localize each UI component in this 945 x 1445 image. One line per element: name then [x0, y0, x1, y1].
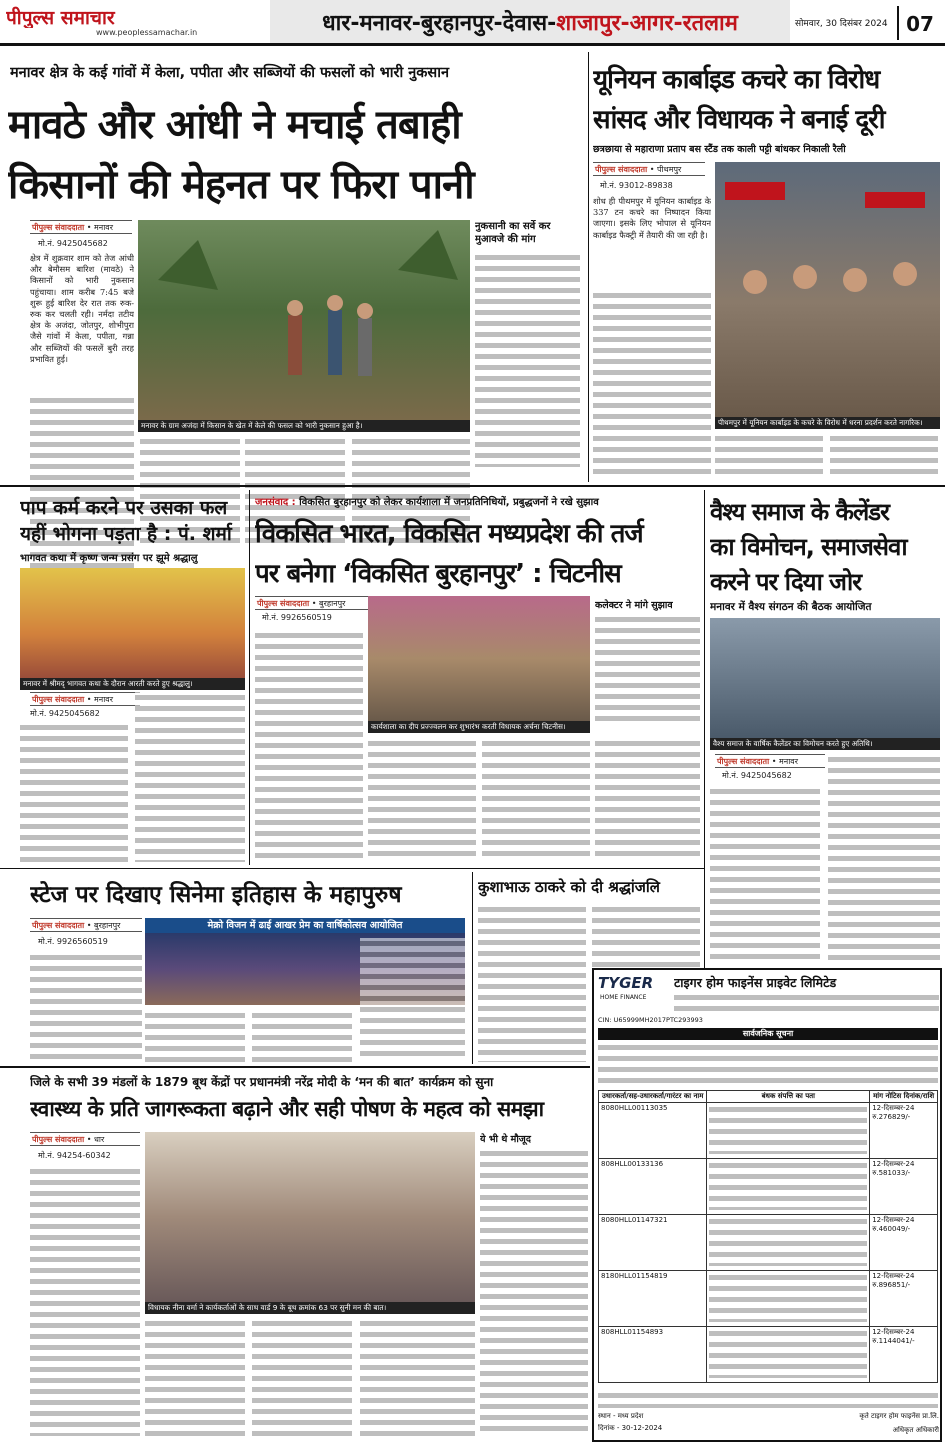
banana-field-illustration — [138, 220, 470, 420]
cinema-body-col4 — [360, 938, 465, 1062]
tyger-footer-text — [598, 1390, 938, 1408]
col-borrower: उधारकर्ता/सह-उधारकर्ता/गारंटर का नाम — [599, 1091, 707, 1103]
viksit-mobile: मो.नं. 9926560519 — [262, 613, 332, 622]
paap-photo — [20, 568, 245, 678]
vaishya-photo-caption: वैश्य समाज के वार्षिक कैलेंडर का विमोचन करते हुए अतिथि। — [710, 738, 940, 750]
uc-photo-caption: पीथमपुर में यूनियन कार्बाइड के कचरे के विरोध में धरना प्रदर्शन करते नागरिक। — [715, 417, 940, 429]
tyger-table-wrap — [598, 1090, 938, 1390]
vaishya-mobile: मो.नं. 9425045682 — [722, 771, 792, 780]
paap-photo-caption: मनावर में श्रीमद् भागवत कथा के दौरान आरती करते हुए श्रद्धालु। — [20, 678, 245, 690]
property-address — [707, 1159, 870, 1215]
viksit-body-col3 — [482, 738, 590, 862]
vaishya-subhead: मनावर में वैश्य संगठन की बैठक आयोजित — [710, 601, 872, 613]
paap-subhead: भागवत कथा में कृष्ण जन्म प्रसंग पर झूमे श्रद्धालु — [20, 553, 198, 564]
tyger-logo-sub: HOME FINANCE — [600, 994, 647, 1001]
lead-headline-2: किसानों की मेहनत पर फिरा पानी — [8, 162, 474, 208]
loan-no: 8180HLL01154819 — [599, 1271, 707, 1327]
tyger-address — [674, 992, 939, 1014]
uc-body: शोध ही पीथमपुर में यूनियन कार्बाइड के 337 टन कचरे का निष्पादन किया जाएगा। इसके लिए भोपाल से यूनियन कार्बाइड फैक्ट्री में तैयारी की जा रही है। — [593, 196, 711, 240]
property-address — [707, 1327, 870, 1383]
tyger-company: टाइगर होम फाइनेंस प्राइवेट लिमिटेड — [674, 975, 837, 990]
viksit-photo — [368, 596, 590, 721]
lead-sidebar-body — [475, 252, 580, 467]
cinema-body-col1 — [30, 952, 142, 1062]
uc-body-col3 — [830, 433, 938, 479]
demand-date: 12-दिसम्बर-24 रु.581033/- — [870, 1159, 938, 1215]
vaishya-headline-2: का विमोचन, समाजसेवा — [710, 533, 907, 561]
uc-byline: पीपुल्स संवाददाता • पीथमपुर — [593, 162, 705, 176]
paap-body-col1 — [20, 722, 128, 862]
edition-cities: धार-मनावर-बुरहानपुर-देवास- — [322, 11, 557, 36]
mkb-photo — [145, 1132, 475, 1302]
viksit-kicker: जनसंवाद : विकसित बुरहानपुर को लेकर कार्यशाला में जनप्रतिनिधियों, प्रबुद्धजनों ने रखे सुझाव — [255, 497, 599, 508]
tyger-place: स्थान - मध्य प्रदेश — [598, 1412, 644, 1420]
page-number: 07 — [897, 6, 941, 40]
viksit-body-col2 — [368, 738, 476, 862]
property-address — [707, 1215, 870, 1271]
loan-no: 808HLL00133136 — [599, 1159, 707, 1215]
mkb-body-col1 — [30, 1166, 140, 1436]
lead-byline: पीपुल्स संवाददाता • मनावर — [30, 220, 132, 234]
uc-subhead: छत्रछाया से महाराणा प्रताप बस स्टैंड तक काली पट्टी बांधकर निकाली रैली — [593, 144, 846, 155]
edition-cities-highlight: शाजापुर-आगर-रतलाम — [556, 11, 738, 36]
loan-no: 808HLL01154893 — [599, 1327, 707, 1383]
vaishya-body-col1 — [710, 786, 820, 962]
property-address — [707, 1103, 870, 1159]
table-row — [599, 1271, 938, 1327]
paap-headline: पाप कर्म करने पर उसका फल यहीं भोगना पड़ता है : पं. शर्मा — [20, 497, 232, 545]
cinema-byline: पीपुल्स संवाददाता • बुरहानपुर — [30, 918, 142, 932]
mkb-headline: स्वास्थ्य के प्रति जागरूकता बढ़ाने और सही पोषण के महत्व को समझा — [30, 1097, 544, 1121]
viksit-body-col1 — [255, 630, 363, 862]
mkb-body-col4 — [360, 1318, 475, 1436]
lead-headline-1: मावठे और आंधी ने मचाई तबाही — [8, 102, 461, 148]
protest-crowd-illustration — [715, 162, 940, 417]
demand-date: 12-दिसम्बर-24 रु.896851/- — [870, 1271, 938, 1327]
viksit-sidebar-title: कलेक्टर ने मांगे सुझाव — [595, 600, 673, 611]
tyger-officer: अधिकृत अधिकारी — [892, 1426, 939, 1434]
website-link[interactable]: www.peoplessamachar.in — [96, 28, 198, 37]
tyger-logo: TYGER — [598, 974, 654, 992]
tyger-cin: CIN: U65999MH2017PTC293993 — [598, 1016, 703, 1024]
viksit-byline: पीपुल्स संवाददाता • बुरहानपुर — [255, 596, 370, 610]
col-address: बंधक संपत्ति का पता — [707, 1091, 870, 1103]
demand-date: 12-दिसम्बर-24 रु.460049/- — [870, 1215, 938, 1271]
lead-photo-caption: मनावर के ग्राम अजंदा में किसान के खेत में केले की फसल को भारी नुकसान हुआ है। — [138, 420, 470, 432]
issue-date: सोमवार, 30 दिसंबर 2024 — [795, 19, 888, 29]
uc-body-cont — [593, 290, 711, 476]
mkb-mobile: मो.नं. 94254-60342 — [38, 1151, 111, 1160]
vaishya-headline-3: करने पर दिया जोर — [710, 568, 862, 596]
vaishya-body-col2 — [828, 754, 940, 962]
property-address — [707, 1271, 870, 1327]
cinema-headline: स्टेज पर दिखाए सिनेमा इतिहास के महापुरुष — [30, 882, 402, 908]
tyger-intro — [598, 1042, 938, 1088]
mkb-body-col3 — [252, 1318, 352, 1436]
loan-no: 8080HLL01147321 — [599, 1215, 707, 1271]
tyger-signatory: कृते टाइगर होम फाइनेंस प्रा.लि. — [859, 1412, 939, 1420]
mkb-byline: पीपुल्स संवाददाता • धार — [30, 1132, 140, 1146]
uc-headline-2: सांसद और विधायक ने बनाई दूरी — [593, 105, 885, 135]
table-row — [599, 1215, 938, 1271]
cinema-photo-banner: मेक्रो विजन में ढाई आखर प्रेम का वार्षिकोत्सव आयोजित — [145, 918, 465, 933]
viksit-photo-caption: कार्यशाला का दीप प्रज्ज्वलन कर शुभारंभ करती विधायक अर्चना चिटनीस। — [368, 721, 590, 733]
mkb-body-col2 — [145, 1318, 245, 1436]
vaishya-headline-1: वैश्य समाज के कैलेंडर — [710, 498, 889, 526]
edition-banner — [270, 0, 790, 44]
paper-logo: पीपुल्स समाचार — [6, 7, 115, 28]
demand-date: 12-दिसम्बर-24 रु.276829/- — [870, 1103, 938, 1159]
viksit-body-col4 — [595, 738, 700, 862]
vaishya-byline: पीपुल्स संवाददाता • मनावर — [715, 754, 825, 768]
mkb-photo-caption: विधायक नीना वर्मा ने कार्यकर्ताओं के साथ वार्ड 9 के बूथ क्रमांक 63 पर सुनी मन की बात। — [145, 1302, 475, 1314]
masthead — [0, 0, 945, 46]
mkb-sidebar-body — [480, 1148, 588, 1436]
cinema-mobile: मो.नं. 9926560519 — [38, 937, 108, 946]
paap-mobile: मो.नं. 9425045682 — [30, 709, 100, 718]
table-row — [599, 1159, 938, 1215]
tyger-table — [598, 1090, 938, 1383]
table-row — [599, 1103, 938, 1159]
lead-photo — [138, 220, 470, 420]
tyger-table-header — [599, 1091, 938, 1103]
lead-body: क्षेत्र में शुक्रवार शाम को तेज आंधी और बेमौसम बारिश (मावठे) ने किसानों को भारी नुकसान पहुंचाया। शाम करीब 7:45 बजे शुरू हुई बारिश देर रात तक रुक-रुक कर चलती रही। नर्मदा तटीय क्षेत्र के अजंदा, जोतपुर, शोभीपुरा जैसे गांवों में केला, पपीता, गन्ना और सब्जियों की फसलें बुरी तरह प्रभावित हुई। — [30, 253, 134, 364]
vaishya-photo — [710, 618, 940, 738]
lead-kicker: मनावर क्षेत्र के कई गांवों में केला, पपीता और सब्जियों की फसलों को भारी नुकसान — [10, 65, 450, 81]
tyger-notice-title: सार्वजनिक सूचना — [598, 1028, 938, 1040]
kushabhau-body-col1 — [478, 904, 586, 1062]
paap-body-col2 — [135, 692, 245, 862]
col-demand: मांग नोटिस दिनांक/राशि — [870, 1091, 938, 1103]
uc-headline-1: यूनियन कार्बाइड कचरे का विरोध — [593, 65, 880, 95]
kushabhau-headline: कुशाभाऊ ठाकरे को दी श्रद्धांजलि — [478, 878, 660, 896]
mkb-kicker: जिले के सभी 39 मंडलों के 1879 बूथ केंद्रों पर प्रधानमंत्री नरेंद्र मोदी के ‘मन की बात’ कार्यक्रम को सुना — [30, 1075, 494, 1089]
uc-body-col2 — [715, 433, 823, 479]
viksit-headline-2: पर बनेगा ‘विकसित बुरहानपुर’ : चिटनीस — [255, 559, 621, 589]
loan-no: 8080HLL00113035 — [599, 1103, 707, 1159]
viksit-headline-1: विकसित भारत, विकसित मध्यप्रदेश की तर्ज — [255, 519, 643, 549]
demand-date: 12-दिसम्बर-24 रु.1144041/- — [870, 1327, 938, 1383]
uc-mobile: मो.नं. 93012-89838 — [600, 181, 673, 190]
table-row — [599, 1327, 938, 1383]
lead-mobile: मो.नं. 9425045682 — [38, 239, 108, 248]
mkb-sidebar-title: ये भी थे मौजूद — [480, 1134, 531, 1145]
cinema-body-col2 — [145, 1010, 245, 1062]
paap-byline: पीपुल्स संवाददाता • मनावर — [30, 692, 140, 706]
viksit-sidebar-body — [595, 614, 700, 724]
tyger-ad — [592, 968, 942, 1442]
tyger-date: दिनांक - 30-12-2024 — [598, 1424, 663, 1432]
lead-sidebar-title: नुकसानी का सर्वे कर मुआवजे की मांग — [475, 221, 551, 245]
uc-photo — [715, 162, 940, 417]
cinema-body-col3 — [252, 1010, 352, 1062]
